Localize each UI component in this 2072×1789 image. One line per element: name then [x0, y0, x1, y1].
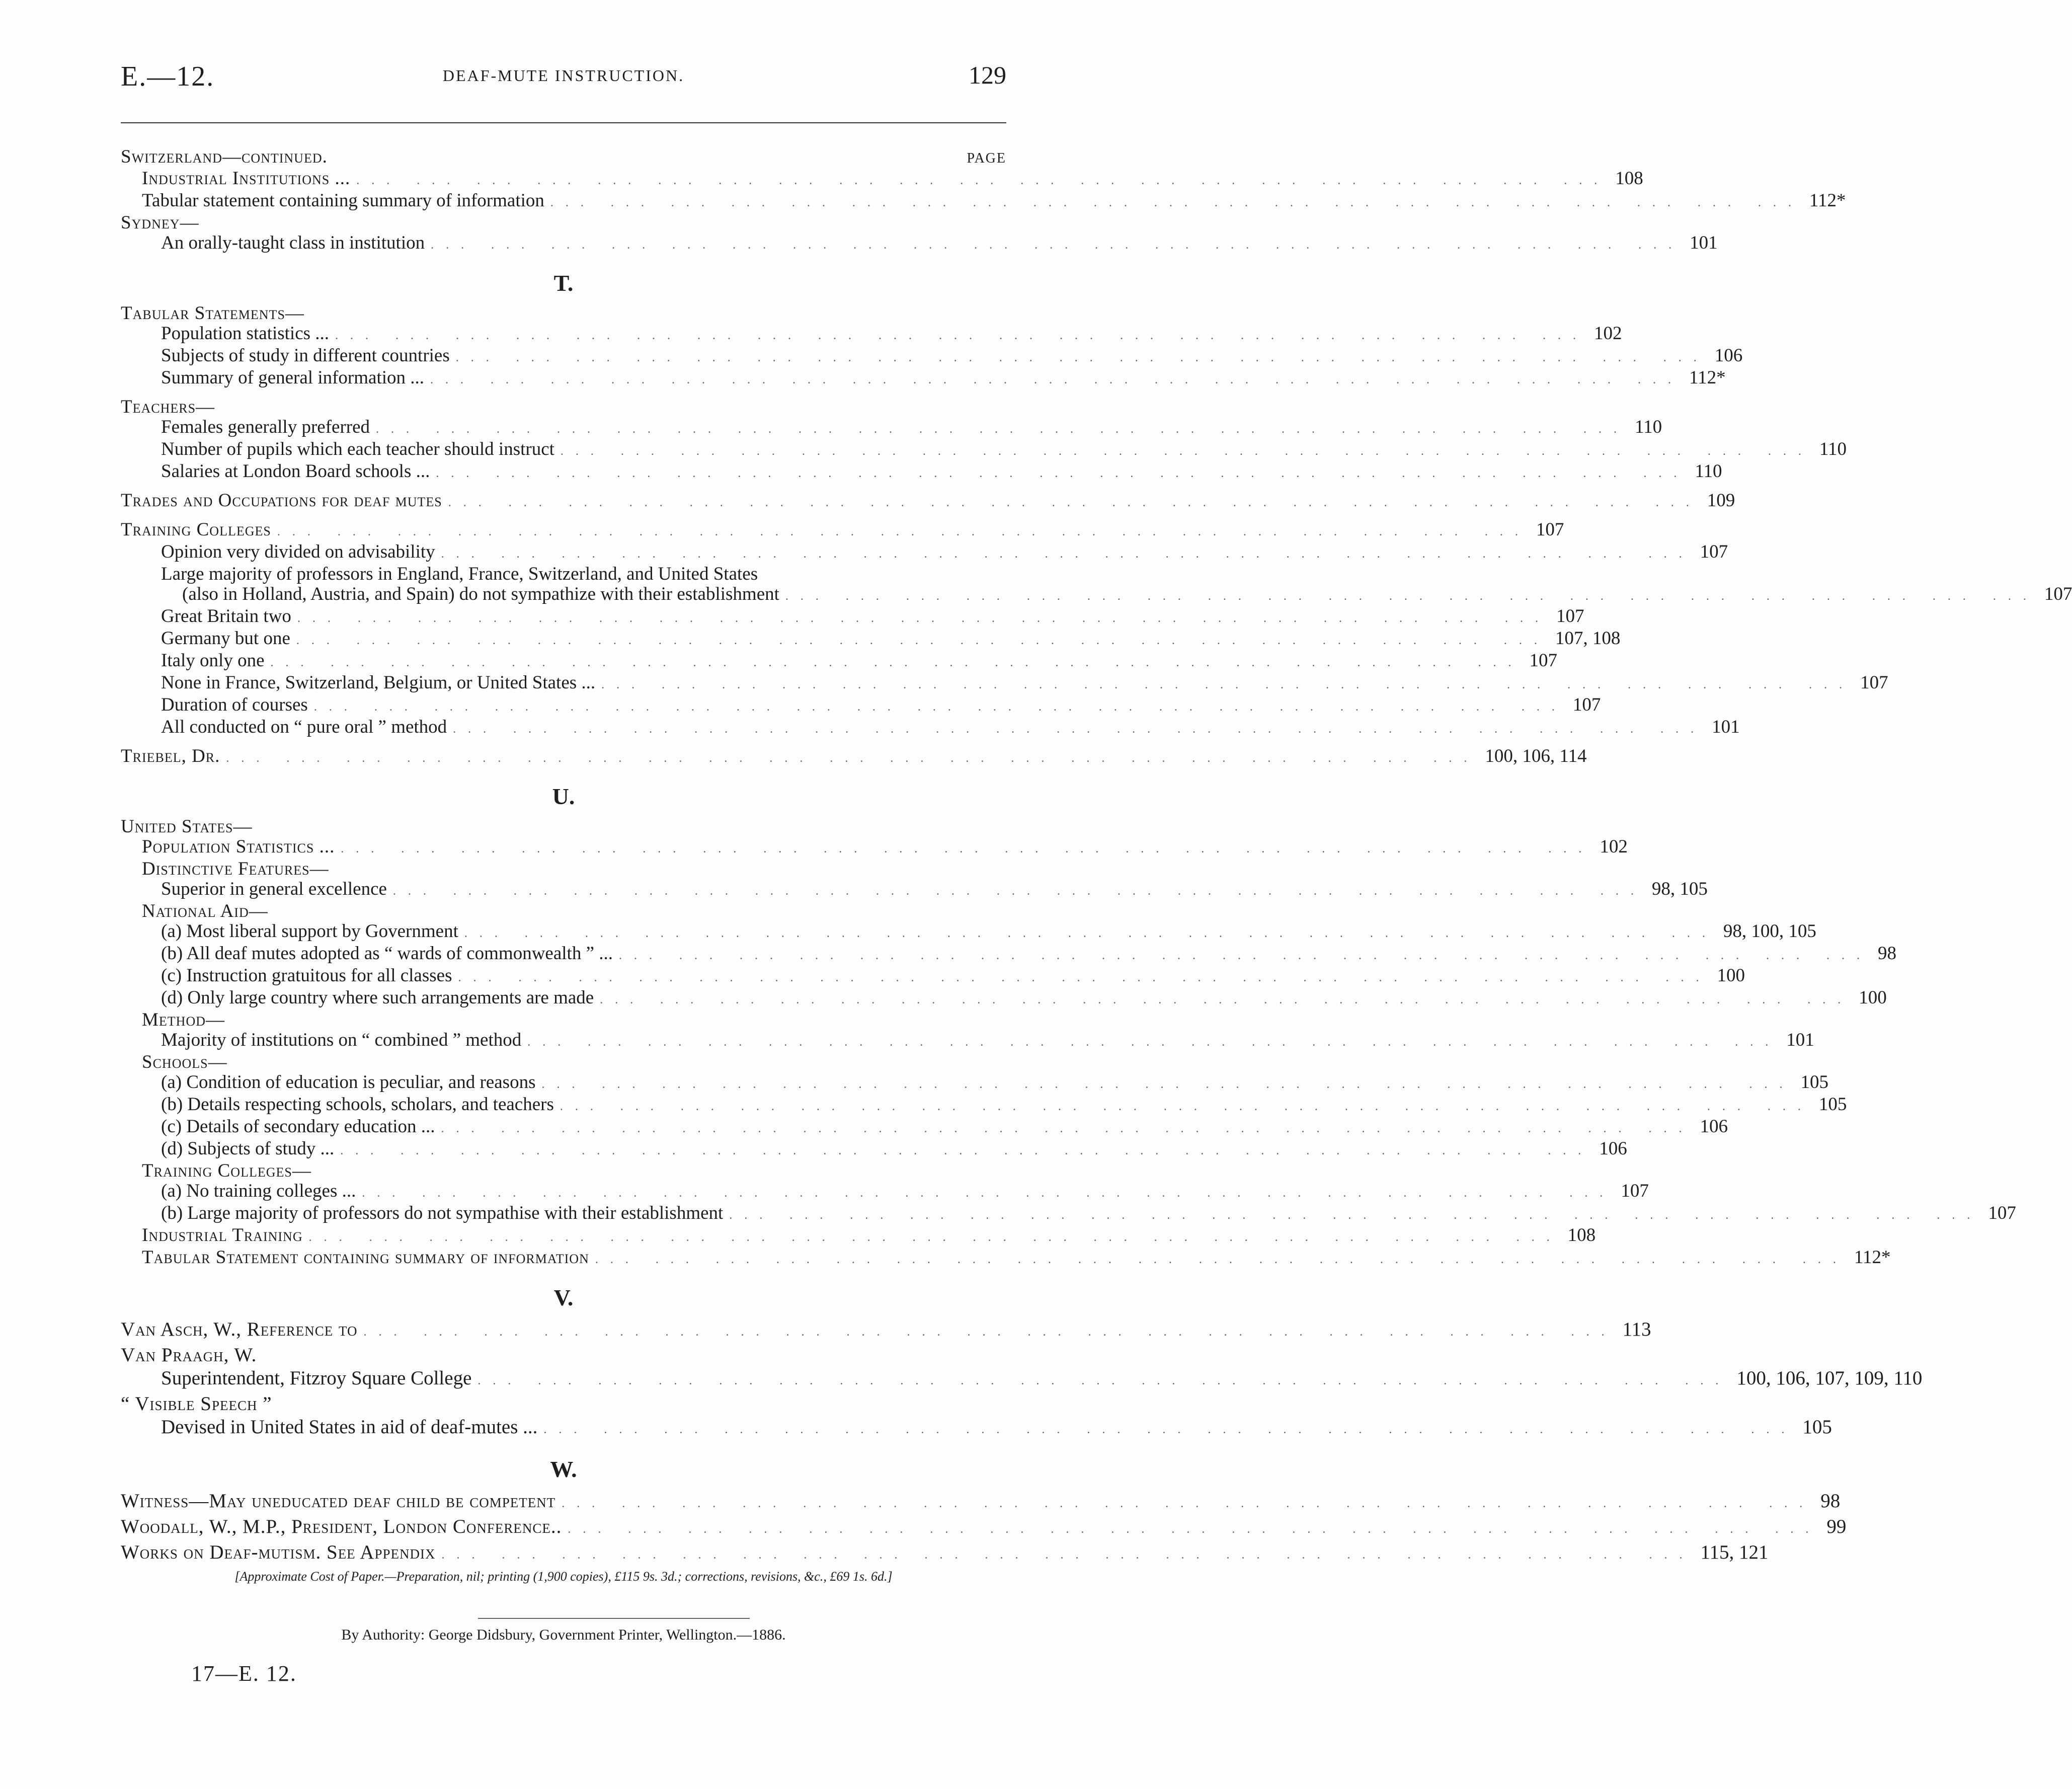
index-heading-switzerland	[121, 147, 1006, 169]
page-reference: 107	[1536, 519, 1564, 540]
leader-dots	[447, 719, 1712, 739]
index-subheading	[121, 859, 1006, 879]
page-reference: 100, 106, 107, 109, 110	[1736, 1367, 1923, 1389]
page-reference: 112*	[1809, 190, 1846, 211]
leader-dots	[356, 1183, 1621, 1203]
entry-text: Duration of courses	[161, 694, 308, 715]
index-entry	[121, 584, 2072, 606]
entry-text: Great Britain two	[161, 606, 291, 627]
entry-text: Teachers—	[121, 397, 215, 417]
section-letter-u: U.	[552, 784, 575, 809]
entry-text: Opinion very divided on advisability	[161, 541, 435, 562]
entry-text: (b) Details respecting schools, scholars, and teachers	[161, 1094, 554, 1115]
entry-text: Works on Deaf-mutism. See Appendix	[121, 1541, 436, 1563]
index-entry	[121, 836, 1628, 859]
page-reference: 99	[1826, 1516, 1847, 1537]
page-reference: 105	[1800, 1072, 1828, 1093]
entry-text: An orally-taught class in institution	[161, 232, 425, 253]
index-entry	[121, 168, 1643, 191]
page-reference: 107	[1529, 650, 1558, 671]
entry-text: Italy only one	[161, 650, 265, 671]
page-reference: 113	[1622, 1318, 1651, 1340]
leader-dots	[450, 348, 1715, 368]
section-letter-w: W.	[550, 1456, 577, 1482]
page-reference: 106	[1700, 1116, 1728, 1137]
leader-dots	[613, 946, 1878, 966]
index-entry	[121, 1541, 1769, 1567]
index-entry	[121, 1490, 1841, 1515]
entry-text: (c) Details of secondary education ...	[161, 1116, 435, 1137]
index-entry	[121, 987, 1887, 1010]
index-entry	[121, 345, 1743, 368]
leader-dots	[334, 1141, 1599, 1161]
leader-dots	[562, 1518, 1826, 1541]
index-entry	[121, 323, 1622, 346]
entry-text: Superior in general excellence	[161, 879, 387, 899]
index-entry	[121, 717, 1740, 739]
leader-dots	[425, 235, 1690, 255]
page-reference: 105	[1802, 1416, 1832, 1438]
leader-dots	[471, 1369, 1736, 1392]
index-subheading	[121, 901, 1006, 921]
page-column-label: PAGE	[967, 150, 1006, 166]
entry-text: Witness—May uneducated deaf child be competent	[121, 1490, 556, 1512]
page-reference: 107	[1572, 694, 1601, 715]
leader-dots	[435, 1543, 1700, 1567]
entry-text: Population statistics ...	[161, 323, 330, 344]
running-title: DEAF-MUTE INSTRUCTION.	[442, 66, 685, 85]
entry-text: (a) Condition of education is peculiar, and reasons	[161, 1072, 536, 1093]
page-reference: 112*	[1689, 367, 1726, 388]
header-rule	[121, 122, 1006, 123]
index-entry	[121, 367, 1726, 390]
entry-text: All conducted on “ pure oral ” method	[161, 717, 447, 737]
page-reference: 107	[1860, 672, 1888, 693]
entry-text: Salaries at London Board schools ...	[161, 461, 430, 482]
leader-dots	[220, 748, 1485, 768]
entry-text: Training Colleges—	[142, 1160, 311, 1181]
index-heading	[121, 1392, 1006, 1416]
entry-text: United States—	[121, 816, 253, 837]
index-entry	[121, 746, 1587, 768]
leader-dots	[290, 631, 1555, 651]
entry-text: None in France, Switzerland, Belgium, or United States ...	[161, 672, 596, 693]
index-heading-sydney	[121, 213, 1006, 233]
leader-dots	[271, 522, 1536, 542]
entry-text: (also in Holland, Austria, and Spain) do not sympathize with their establishment	[182, 584, 779, 604]
entry-text: Method—	[142, 1009, 225, 1030]
index-entry	[121, 417, 1662, 439]
index-subheading	[121, 1052, 1006, 1072]
page-reference: 110	[1695, 461, 1722, 482]
entry-text: “ Visible Speech ”	[121, 1393, 272, 1415]
index-entry	[121, 965, 1745, 988]
entry-text: (c) Instruction gratuitous for all classes	[161, 965, 452, 986]
cost-footnote: [Approximate Cost of Paper.—Preparation, nil; printing (1,900 copies), £115 9s. 3d.; corrections, revisions, &c., £69 1s. 6d.]	[234, 1569, 893, 1584]
index-entry	[121, 1181, 1649, 1203]
leader-dots	[335, 839, 1600, 859]
entry-text: (a) No training colleges ...	[161, 1181, 356, 1201]
index-entry	[121, 1225, 1596, 1248]
index-entry	[121, 1318, 1651, 1344]
entry-text: Large majority of professors in England, France, Switzerland, and United States	[161, 564, 758, 584]
leader-dots	[350, 171, 1615, 191]
entry-text: Van Asch, W., Reference to	[121, 1318, 358, 1340]
page-reference: 108	[1567, 1225, 1596, 1246]
index-entry	[121, 672, 1888, 695]
leader-dots	[370, 419, 1635, 439]
entry-text: Subjects of study in different countries	[161, 345, 450, 366]
leader-dots	[544, 193, 1809, 213]
page-reference: 107	[1700, 541, 1728, 562]
entry-text: (b) Large majority of professors do not sympathise with their establishment	[161, 1203, 724, 1223]
leader-dots	[594, 990, 1859, 1010]
entry-text: Woodall, W., M.P., President, London Conference..	[121, 1516, 562, 1537]
leader-dots	[358, 1320, 1623, 1344]
page-reference: 98, 100, 105	[1723, 921, 1816, 942]
leader-dots	[723, 1205, 1988, 1225]
page-reference: 107	[1556, 606, 1584, 627]
entry-text: Distinctive Features—	[142, 859, 329, 879]
index-entry	[121, 1116, 1728, 1139]
index-entry	[121, 943, 1897, 966]
entry-text: Trades and Occupations for deaf mutes	[121, 490, 442, 511]
page-reference: 98, 105	[1651, 879, 1708, 899]
page-reference: 110	[1819, 439, 1847, 459]
page-reference: 109	[1707, 490, 1735, 511]
page-reference: 100	[1717, 965, 1745, 986]
index-heading	[121, 1344, 1006, 1367]
index-entry	[121, 541, 1728, 564]
leader-dots	[779, 586, 2044, 606]
entry-text: Schools—	[142, 1052, 227, 1072]
entry-text: Devised in United States in aid of deaf-mutes ...	[161, 1416, 538, 1438]
leader-dots	[521, 1032, 1786, 1052]
index-heading	[121, 303, 1006, 324]
page-reference: 107	[1988, 1203, 2016, 1223]
entry-text: Van Praagh, W.	[121, 1344, 257, 1366]
page-reference: 106	[1599, 1138, 1627, 1159]
section-letter-t: T.	[553, 270, 574, 296]
index-heading	[121, 519, 1564, 542]
entry-text: (d) Subjects of study ...	[161, 1138, 335, 1159]
leader-dots	[291, 608, 1556, 629]
index-entry	[121, 1138, 1627, 1161]
index-entry	[121, 1247, 1891, 1270]
index-entry	[121, 490, 1735, 513]
page-reference: 107	[2044, 584, 2072, 604]
entry-text: Summary of general information ...	[161, 367, 425, 388]
entry-text: (d) Only large country where such arrangements are made	[161, 987, 594, 1008]
leader-dots	[555, 1492, 1820, 1515]
entry-text: Tabular Statement containing summary of information	[142, 1247, 589, 1268]
entry-text: Tabular statement containing summary of information	[142, 190, 544, 211]
page-reference: 107, 108	[1555, 628, 1621, 649]
leader-dots	[387, 881, 1652, 901]
index-entry	[121, 694, 1601, 717]
index-body	[121, 146, 2072, 1567]
leader-dots	[329, 326, 1594, 346]
index-entry	[121, 879, 1708, 901]
leader-dots	[537, 1418, 1802, 1441]
leader-dots	[424, 370, 1689, 390]
index-entry	[121, 1367, 1923, 1392]
printer-imprint: By Authority: George Didsbury, Government Printer, Wellington.—1886.	[341, 1626, 786, 1643]
printer-signature: 17—E. 12.	[191, 1661, 297, 1686]
page-reference: 108	[1615, 168, 1643, 189]
page-reference: 100, 106, 114	[1485, 746, 1587, 766]
leader-dots	[595, 675, 1860, 695]
leader-dots	[442, 493, 1707, 513]
leader-dots	[435, 1119, 1700, 1139]
leader-dots	[458, 923, 1723, 944]
leader-dots	[589, 1250, 1854, 1270]
leader-dots	[308, 697, 1573, 717]
index-entry	[121, 461, 1722, 484]
index-entry	[121, 190, 1846, 213]
section-letter-v: V.	[553, 1285, 574, 1310]
page-reference: 106	[1714, 345, 1743, 366]
index-entry	[121, 1072, 1828, 1095]
entry-text: Number of pupils which each teacher should instruct	[161, 439, 554, 459]
index-entry	[121, 1515, 1847, 1541]
leader-dots	[265, 653, 1530, 673]
index-heading	[121, 397, 1006, 417]
entry-text: Tabular Statements—	[121, 303, 304, 324]
entry-text: Industrial Institutions ...	[142, 168, 351, 189]
entry-text: Majority of institutions on “ combined ” method	[161, 1030, 522, 1050]
page-reference: 102	[1600, 836, 1628, 857]
index-entry	[121, 439, 1847, 461]
entry-text: (b) All deaf mutes adopted as “ wards of commonwealth ” ...	[161, 943, 613, 964]
running-header	[121, 60, 1006, 106]
index-entry	[121, 606, 1584, 629]
index-heading	[121, 817, 1006, 837]
index-entry	[121, 564, 1006, 584]
page-reference: 100	[1859, 987, 1887, 1008]
entry-text: Industrial Training	[142, 1225, 303, 1246]
page-reference: 112*	[1854, 1247, 1891, 1268]
entry-text: Germany but one	[161, 628, 290, 649]
page-reference: 98	[1820, 1490, 1841, 1512]
page-reference: 101	[1786, 1030, 1814, 1050]
entry-text: Sydney—	[121, 212, 199, 233]
leader-dots	[430, 463, 1695, 484]
page-reference: 115, 121	[1700, 1541, 1769, 1563]
document-code: E.—12.	[121, 61, 215, 92]
entry-text: National Aid—	[142, 901, 268, 921]
index-entry	[121, 921, 1816, 944]
entry-text: Superintendent, Fitzroy Square College	[161, 1367, 472, 1389]
entry-text: Population Statistics ...	[142, 836, 335, 857]
index-entry	[121, 1030, 1814, 1052]
index-entry	[121, 1203, 2016, 1225]
index-entry	[121, 1416, 1832, 1441]
page-reference: 101	[1712, 717, 1740, 737]
heading-text: Switzerland—continued.	[121, 146, 328, 167]
index-entry	[121, 650, 1558, 673]
leader-dots	[554, 441, 1819, 461]
leader-dots	[435, 544, 1700, 564]
index-entry	[121, 1094, 1847, 1117]
entry-text: Triebel, Dr.	[121, 746, 220, 766]
leader-dots	[303, 1227, 1568, 1248]
leader-dots	[452, 968, 1717, 988]
index-entry	[121, 628, 1621, 651]
page-reference: 98	[1878, 943, 1897, 964]
page-reference: 101	[1690, 232, 1718, 253]
entry-text: (a) Most liberal support by Government	[161, 921, 458, 942]
page-number: 129	[969, 61, 1006, 89]
page-reference: 110	[1635, 417, 1662, 437]
page-reference: 105	[1818, 1094, 1847, 1115]
leader-dots	[535, 1074, 1800, 1095]
page-reference: 107	[1621, 1181, 1649, 1201]
page-reference: 102	[1594, 323, 1622, 344]
leader-dots	[554, 1097, 1819, 1117]
index-subheading	[121, 1161, 1006, 1181]
footer-rule	[478, 1618, 750, 1619]
index-entry	[121, 232, 1718, 255]
entry-text: Training Colleges	[121, 519, 271, 540]
entry-text: Females generally preferred	[161, 417, 370, 437]
index-subheading	[121, 1010, 1006, 1030]
